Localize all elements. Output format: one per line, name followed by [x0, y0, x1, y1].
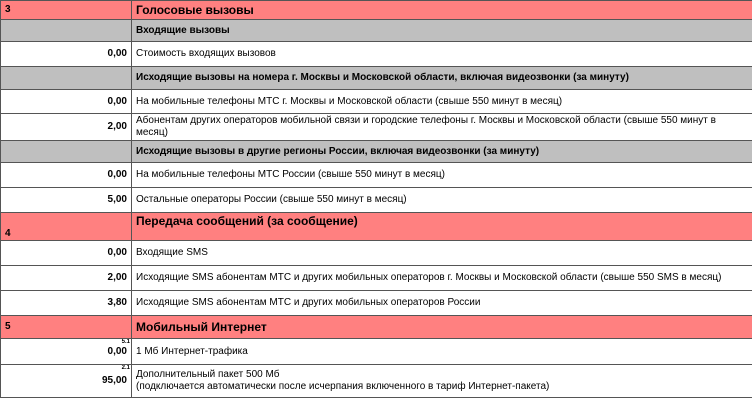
price-value: 2,00 — [1, 114, 132, 141]
footnote-mark: 5.1 — [121, 339, 130, 345]
group-blank-cell — [1, 67, 132, 90]
price-description: Исходящие SMS абонентам МТС и других мобильных операторов г. Москвы и Московской области (свыше 550 SMS в месяц) — [132, 266, 752, 291]
group-title: Исходящие вызовы в другие регионы России, включая видеозвонки (за минуту) — [132, 141, 752, 163]
price-value: 0,00 — [1, 241, 132, 266]
price-row — [1, 114, 752, 141]
section-title: Мобильный Интернет — [132, 316, 752, 339]
group-blank-cell — [1, 20, 132, 42]
price-description: Входящие SMS — [132, 241, 752, 266]
group-blank-cell — [1, 141, 132, 163]
section-index: 5 — [1, 316, 132, 339]
price-description: Исходящие SMS абонентам МТС и других мобильных операторов России — [132, 291, 752, 316]
section-row-messaging — [1, 213, 752, 241]
price-value — [1, 339, 132, 365]
section-title: Голосовые вызовы — [132, 1, 752, 20]
price-value: 5,00 — [1, 188, 132, 213]
description-line: (подключается автоматически после исчерпания включенного в тариф Интернет-пакета) — [136, 381, 550, 392]
price-description: Абонентам других операторов мобильной связи и городские телефоны г. Москвы и Московской области (свыше 550 минут в месяц) — [132, 114, 752, 141]
section-title: Передача сообщений (за сообщение) — [132, 213, 752, 241]
price-value: 0,00 — [1, 90, 132, 114]
price-row — [1, 42, 752, 67]
price-value: 0,00 — [1, 42, 132, 67]
group-title: Исходящие вызовы на номера г. Москвы и Московской области, включая видеозвонки (за минуту) — [132, 67, 752, 90]
section-index: 4 — [1, 213, 132, 241]
group-row-incoming — [1, 20, 752, 42]
price-description: 1 Мб Интернет-трафика — [132, 339, 752, 365]
footnote-mark: 2.1 — [121, 365, 130, 371]
price-row — [1, 163, 752, 188]
price-row — [1, 339, 752, 365]
price-description: На мобильные телефоны МТС России (свыше 550 минут в месяц) — [132, 163, 752, 188]
group-row-outgoing-russia — [1, 141, 752, 163]
price-value — [1, 365, 132, 398]
price-amount: 95,00 — [101, 375, 127, 386]
price-description: Остальные операторы России (свыше 550 минут в месяц) — [132, 188, 752, 213]
price-description: На мобильные телефоны МТС г. Москвы и Московской области (свыше 550 минут в месяц) — [132, 90, 752, 114]
price-row — [1, 241, 752, 266]
section-index: 3 — [1, 1, 132, 20]
price-row — [1, 188, 752, 213]
group-title: Входящие вызовы — [132, 20, 752, 42]
price-row — [1, 291, 752, 316]
price-value: 2,00 — [1, 266, 132, 291]
section-row-voice — [1, 1, 752, 20]
section-row-internet — [1, 316, 752, 339]
description-line: Дополнительный пакет 500 Мб — [136, 369, 280, 380]
price-row — [1, 90, 752, 114]
price-description: Стоимость входящих вызовов — [132, 42, 752, 67]
group-row-outgoing-moscow — [1, 67, 752, 90]
price-row — [1, 266, 752, 291]
price-value: 0,00 — [1, 163, 132, 188]
price-description — [132, 365, 752, 398]
price-row — [1, 365, 752, 398]
price-value: 3,80 — [1, 291, 132, 316]
price-amount: 0,00 — [107, 345, 127, 357]
